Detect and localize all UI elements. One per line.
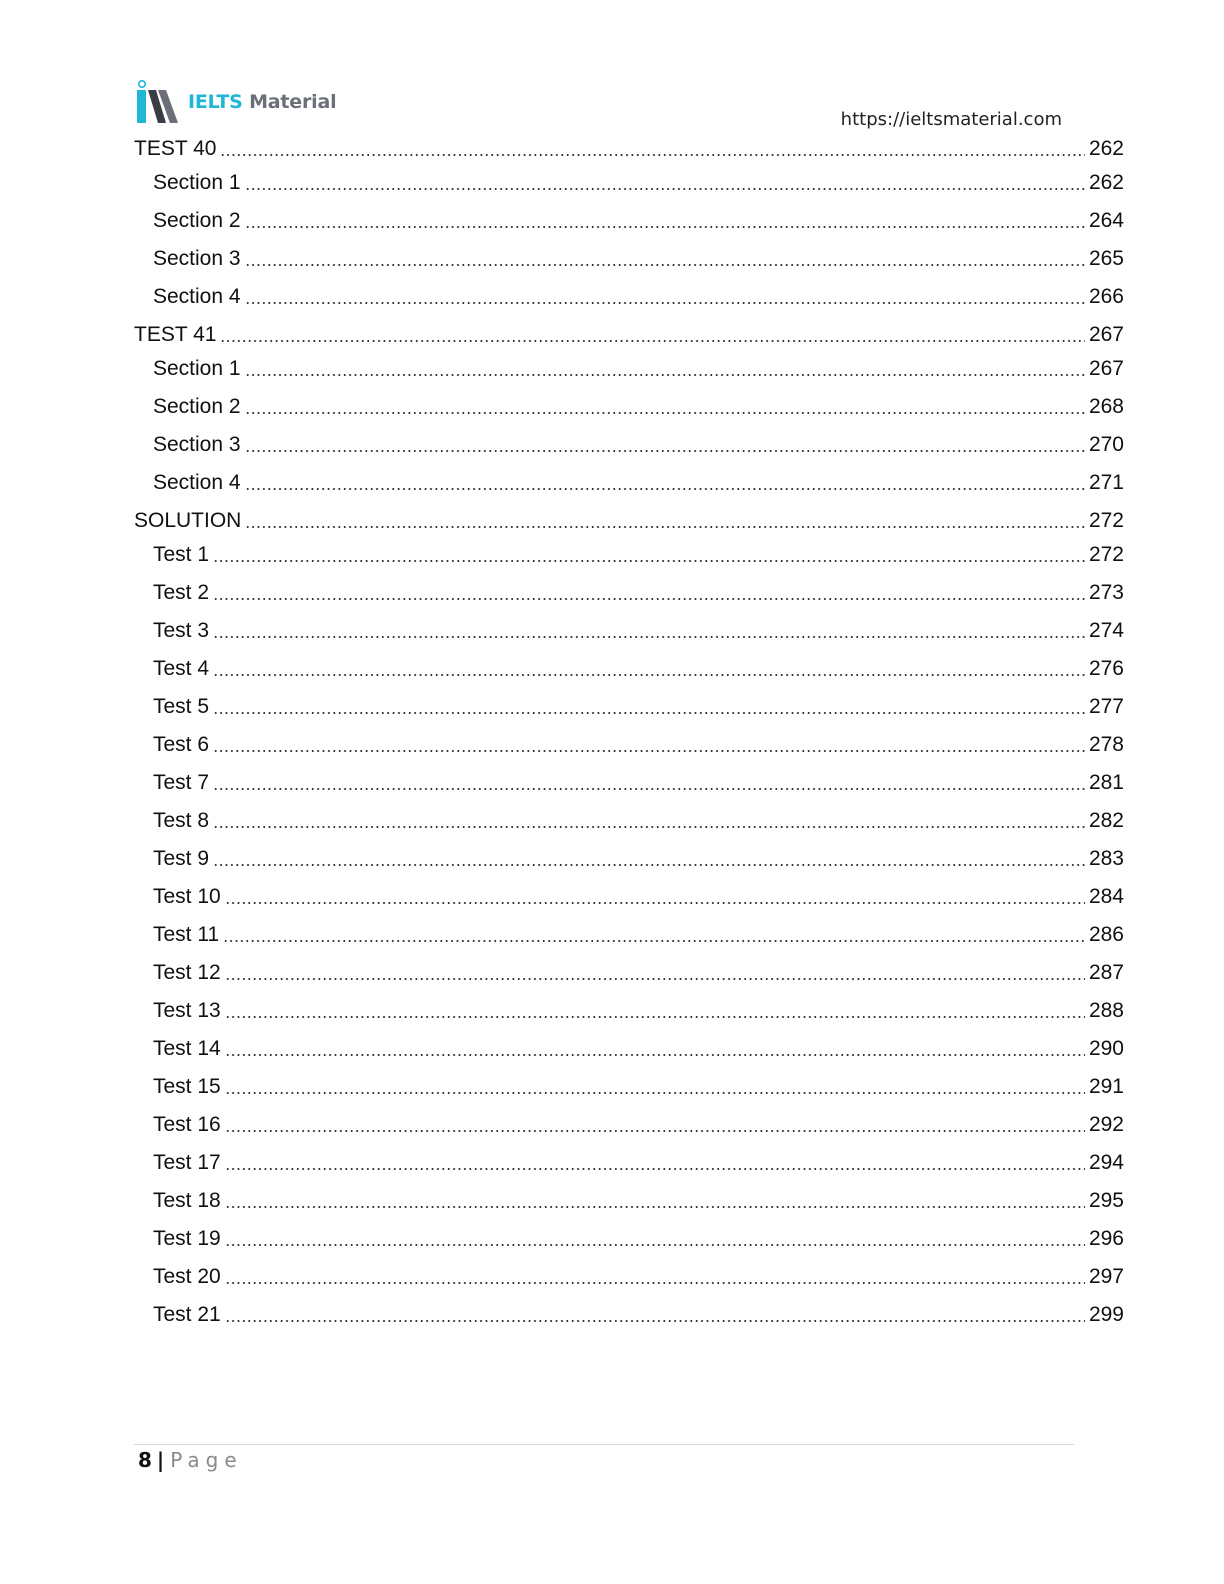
toc-entry[interactable] <box>134 958 1124 988</box>
toc-dot-leader <box>213 826 1085 828</box>
toc-dot-leader <box>213 560 1085 562</box>
toc-entry[interactable] <box>134 430 1124 460</box>
footer-separator: | <box>156 1448 165 1472</box>
toc-entry-label: Section 1 <box>153 357 241 380</box>
toc-entry[interactable] <box>134 320 1124 350</box>
toc-dot-leader <box>225 1282 1085 1284</box>
toc-entry[interactable] <box>134 134 1124 164</box>
toc-entry[interactable] <box>134 920 1124 950</box>
toc-dot-leader <box>223 940 1085 942</box>
toc-dot-leader <box>225 1054 1085 1056</box>
toc-entry-page: 297 <box>1088 1265 1124 1288</box>
toc-entry[interactable] <box>134 168 1124 198</box>
logo-wordmark <box>188 91 336 113</box>
toc-entry-page: 292 <box>1088 1113 1124 1136</box>
footer-divider <box>134 1444 1074 1445</box>
toc-entry[interactable] <box>134 1148 1124 1178</box>
toc-dot-leader <box>225 902 1085 904</box>
toc-entry-label: Test 19 <box>153 1227 221 1250</box>
toc-dot-leader <box>225 1244 1085 1246</box>
toc-entry-page: 277 <box>1088 695 1124 718</box>
toc-dot-leader <box>220 340 1084 342</box>
toc-entry[interactable] <box>134 616 1124 646</box>
toc-entry-page: 267 <box>1088 323 1124 346</box>
toc-entry-label: Test 10 <box>153 885 221 908</box>
page-number: 8 <box>138 1448 152 1472</box>
toc-entry-label: TEST 41 <box>134 323 217 346</box>
toc-dot-leader <box>213 750 1085 752</box>
toc-entry-page: 291 <box>1088 1075 1124 1098</box>
page-header <box>134 78 1074 138</box>
toc-entry-page: 276 <box>1088 657 1124 680</box>
toc-entry[interactable] <box>134 1072 1124 1102</box>
toc-entry[interactable] <box>134 468 1124 498</box>
toc-entry[interactable] <box>134 692 1124 722</box>
toc-entry-page: 274 <box>1088 619 1124 642</box>
toc-dot-leader <box>213 598 1085 600</box>
toc-entry-page: 271 <box>1088 471 1124 494</box>
toc-entry-label: Test 6 <box>153 733 210 756</box>
toc-entry[interactable] <box>134 1186 1124 1216</box>
toc-entry[interactable] <box>134 768 1124 798</box>
toc-entry-label: Test 18 <box>153 1189 221 1212</box>
toc-entry[interactable] <box>134 244 1124 274</box>
toc-entry-label: Section 2 <box>153 209 241 232</box>
toc-entry-page: 281 <box>1088 771 1124 794</box>
toc-entry-page: 295 <box>1088 1189 1124 1212</box>
toc-entry[interactable] <box>134 1224 1124 1254</box>
toc-entry-label: Test 15 <box>153 1075 221 1098</box>
toc-dot-leader <box>213 712 1085 714</box>
toc-entry-label: Section 4 <box>153 285 241 308</box>
toc-entry[interactable] <box>134 730 1124 760</box>
toc-dot-leader <box>245 374 1085 376</box>
toc-entry[interactable] <box>134 354 1124 384</box>
toc-entry[interactable] <box>134 844 1124 874</box>
toc-entry-label: Test 4 <box>153 657 210 680</box>
toc-dot-leader <box>245 488 1085 490</box>
toc-entry-label: SOLUTION <box>134 509 242 532</box>
toc-entry-page: 294 <box>1088 1151 1124 1174</box>
toc-entry[interactable] <box>134 1110 1124 1140</box>
toc-dot-leader <box>245 526 1085 528</box>
toc-entry-page: 273 <box>1088 581 1124 604</box>
toc-entry[interactable] <box>134 506 1124 536</box>
logo-mark-icon <box>134 79 180 125</box>
toc-dot-leader <box>245 450 1085 452</box>
toc-entry[interactable] <box>134 1262 1124 1292</box>
toc-entry[interactable] <box>134 654 1124 684</box>
toc-entry-label: Test 9 <box>153 847 210 870</box>
toc-entry-label: Test 16 <box>153 1113 221 1136</box>
ielts-material-logo[interactable] <box>134 78 336 126</box>
toc-entry-page: 296 <box>1088 1227 1124 1250</box>
toc-dot-leader <box>225 1130 1085 1132</box>
toc-entry-page: 267 <box>1088 357 1124 380</box>
toc-dot-leader <box>245 264 1085 266</box>
toc-entry-label: Test 8 <box>153 809 210 832</box>
toc-entry-page: 272 <box>1088 543 1124 566</box>
toc-entry-label: Test 1 <box>153 543 210 566</box>
toc-entry-page: 290 <box>1088 1037 1124 1060</box>
toc-entry[interactable] <box>134 806 1124 836</box>
toc-dot-leader <box>213 674 1085 676</box>
toc-entry[interactable] <box>134 578 1124 608</box>
toc-entry-page: 270 <box>1088 433 1124 456</box>
toc-dot-leader <box>245 302 1085 304</box>
toc-dot-leader <box>225 978 1085 980</box>
toc-dot-leader <box>225 1320 1085 1322</box>
toc-dot-leader <box>225 1168 1085 1170</box>
toc-entry-label: Section 3 <box>153 247 241 270</box>
toc-entry[interactable] <box>134 392 1124 422</box>
toc-entry[interactable] <box>134 282 1124 312</box>
toc-entry-page: 288 <box>1088 999 1124 1022</box>
toc-entry-page: 266 <box>1088 285 1124 308</box>
toc-entry-label: Test 7 <box>153 771 210 794</box>
toc-entry-label: Section 1 <box>153 171 241 194</box>
toc-entry-page: 265 <box>1088 247 1124 270</box>
toc-dot-leader <box>225 1016 1085 1018</box>
toc-entry-label: Test 20 <box>153 1265 221 1288</box>
toc-dot-leader <box>213 864 1085 866</box>
toc-entry-page: 283 <box>1088 847 1124 870</box>
toc-entry-page: 262 <box>1088 137 1124 160</box>
toc-entry[interactable] <box>134 1300 1124 1330</box>
toc-entry-page: 264 <box>1088 209 1124 232</box>
header-url-link[interactable]: https://ieltsmaterial.com <box>840 109 1062 130</box>
toc-entry-page: 268 <box>1088 395 1124 418</box>
toc-dot-leader <box>245 412 1085 414</box>
toc-entry-label: Test 13 <box>153 999 221 1022</box>
toc-entry[interactable] <box>134 540 1124 570</box>
toc-entry-label: Test 5 <box>153 695 210 718</box>
page-word: Page <box>170 1448 243 1472</box>
toc-entry[interactable] <box>134 996 1124 1026</box>
toc-entry-page: 287 <box>1088 961 1124 984</box>
toc-entry-page: 272 <box>1088 509 1124 532</box>
toc-entry-page: 278 <box>1088 733 1124 756</box>
page-footer <box>138 1448 243 1472</box>
toc-dot-leader <box>225 1206 1085 1208</box>
toc-entry[interactable] <box>134 1034 1124 1064</box>
toc-entry-page: 299 <box>1088 1303 1124 1326</box>
toc-entry[interactable] <box>134 882 1124 912</box>
logo-text-ielts: IELTS <box>188 91 243 113</box>
toc-entry-page: 286 <box>1088 923 1124 946</box>
toc-dot-leader <box>220 154 1084 156</box>
toc-entry-label: Test 2 <box>153 581 210 604</box>
toc-dot-leader <box>213 788 1085 790</box>
toc-dot-leader <box>225 1092 1085 1094</box>
toc-entry-label: Test 21 <box>153 1303 221 1326</box>
toc-entry-label: Test 14 <box>153 1037 221 1060</box>
toc-dot-leader <box>245 188 1085 190</box>
toc-entry-label: Test 17 <box>153 1151 221 1174</box>
toc-entry-label: Section 4 <box>153 471 241 494</box>
toc-entry-page: 282 <box>1088 809 1124 832</box>
logo-text-material: Material <box>249 91 337 113</box>
toc-entry-label: Test 3 <box>153 619 210 642</box>
toc-entry-label: Test 11 <box>153 923 220 946</box>
toc-dot-leader <box>213 636 1085 638</box>
toc-entry-label: TEST 40 <box>134 137 217 160</box>
toc-entry-label: Section 2 <box>153 395 241 418</box>
toc-entry-page: 284 <box>1088 885 1124 908</box>
toc-entry-label: Section 3 <box>153 433 241 456</box>
toc-entry[interactable] <box>134 206 1124 236</box>
toc-entry-page: 262 <box>1088 171 1124 194</box>
toc-dot-leader <box>245 226 1085 228</box>
toc-entry-label: Test 12 <box>153 961 221 984</box>
